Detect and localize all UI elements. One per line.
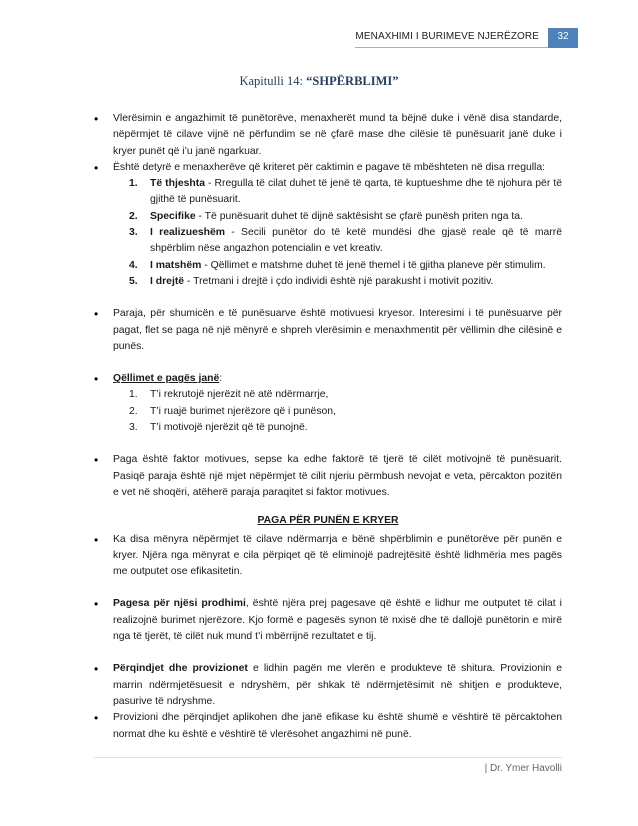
footer-divider — [94, 757, 562, 758]
goals-list — [94, 387, 562, 436]
criteria-term: Specifike — [150, 210, 196, 222]
list-item — [94, 176, 562, 209]
criteria-text: - Tretmani i drejtë i çdo individi është një parakusht i motivit pozitiv. — [184, 275, 494, 287]
spacer — [94, 290, 562, 306]
goal-text: T’i motivojë njerëzit që të punojnë. — [150, 422, 308, 434]
spacer — [94, 501, 562, 509]
paragraph-text: , është njëra prej pagesave që është e lidhur me outputet të cilat i realizojnë burimet njerëzore. Kjo formë e pagesës synon të nxisë dhe të dallojë punëtorin e mirë nga të tjerët, të cilët nuk mund t’i mbërrijnë rezultatet e tij. — [113, 598, 562, 643]
list-number: 4. — [129, 259, 138, 271]
body-content — [94, 111, 562, 743]
bullet-paragraph: • Provizioni dhe përqindjet aplikohen dhe janë efikase ku është shumë e vështirë të përcaktohen normat dhe ku është e vështirë të vlerësohet angazhimi në punë. — [94, 710, 562, 743]
bullet-paragraph: • Vlerësimin e angazhimit të punëtorëve, menaxherët mund ta bëjnë duke i vënë disa standarde, nëpërmjet të cilave vijnë në përfundim se në çfarë mase dhe cilësie të punësuarit janë duke i kryer punët që i’u janë ngarkuar. — [94, 111, 562, 160]
goal-text: T’i ruajë burimet njerëzore që i punëson, — [150, 405, 336, 417]
list-item — [94, 258, 562, 274]
goals-heading: Qëllimet e pagës janë — [113, 373, 220, 385]
list-item — [94, 387, 562, 403]
list-item — [94, 209, 562, 225]
bullet-paragraph: • Është detyrë e menaxherëve që kriteret për caktimin e pagave të mbështeten në disa rregulla: — [94, 160, 562, 176]
footer-author: | Dr. Ymer Havolli — [484, 763, 562, 774]
list-item — [94, 225, 562, 258]
list-item — [94, 420, 562, 436]
section-heading: PAGA PËR PUNËN E KRYER — [257, 515, 399, 527]
list-number: 5. — [129, 275, 138, 287]
bullet-paragraph — [94, 661, 562, 710]
criteria-term: I matshëm — [150, 259, 202, 271]
list-item — [94, 274, 562, 290]
chapter-prefix: Kapitulli 14: — [239, 74, 307, 88]
list-number: 1. — [129, 178, 138, 190]
spacer — [94, 355, 562, 371]
list-number: 3. — [129, 227, 138, 239]
criteria-term: I realizueshëm — [150, 227, 226, 239]
spacer — [94, 580, 562, 596]
running-title: MENAXHIMI I BURIMEVE NJERËZORE — [355, 28, 548, 48]
bullet-paragraph: • Ka disa mënyra nëpërmjet të cilave ndërmarrja e bënë shpërblimin e punëtorëve për punën e kryer. Njëra nga mënyrat e cila përpiqet që të eliminojë padrejtësitë është lidhmëria mes pagës me outputet ose efikasitetin. — [94, 532, 562, 581]
spacer — [94, 645, 562, 661]
criteria-list — [94, 176, 562, 290]
list-number: 1. — [129, 389, 138, 401]
running-header — [355, 28, 578, 48]
criteria-text: - Secili punëtor do të ketë mundësi dhe gjasë reale që të marrë shpërblim nëse angazhon potencialin e vet kreativ. — [150, 227, 562, 255]
list-number: 3. — [129, 422, 138, 434]
page-number: 32 — [548, 28, 578, 48]
bullet-paragraph: • Paga është faktor motivues, sepse ka edhe faktorë të tjerë të cilët motivojnë të punësuarit. Pasiqë paraja është një mjet nëpërmjet të cilit njeriu përmbush nevojat e veta, përcakton pozitën e vet në shoqëri, atëherë paraja paraqitet si faktor motivues. — [94, 452, 562, 501]
list-item — [94, 404, 562, 420]
bold-term: Pagesa për njësi prodhimi — [113, 598, 246, 610]
goal-text: T’i rekrutojë njerëzit në atë ndërmarrje, — [150, 389, 329, 401]
list-number: 2. — [129, 210, 138, 222]
list-number: 2. — [129, 405, 138, 417]
bullet-paragraph — [94, 371, 562, 387]
paragraph-text: e lidhin pagën me vlerën e produkteve të shitura. Provizionin e marrin ndërmjetësuesit e ndryshëm, për shkak të ndërmjetësimit në shitjen e produkteve, pasurive të ndryshme. — [113, 663, 562, 707]
chapter-title — [0, 74, 638, 89]
bullet-paragraph — [94, 596, 562, 645]
criteria-text: - Qëllimet e matshme duhet të jenë themel i të gjitha planeve për stimulim. — [201, 259, 546, 271]
spacer — [94, 436, 562, 452]
bullet-paragraph: • Paraja, për shumicën e të punësuarve është motivuesi kryesor. Interesimi i të punësuarve për pagat, flet se paga në një mënyrë e shpreh vlerësimin e menaxhmentit për vëllimin dhe cilësinë e punës. — [94, 306, 562, 355]
criteria-text: - Të punësuarit duhet të dijnë saktësisht se çfarë punësh priten nga ta. — [195, 210, 523, 222]
criteria-term: I drejtë — [150, 275, 185, 287]
chapter-name: “SHPËRBLIMI” — [306, 74, 399, 88]
bold-term: Përqindjet dhe provizionet — [113, 663, 248, 675]
goals-colon: : — [219, 373, 223, 385]
criteria-term: Të thjeshta — [150, 178, 205, 190]
criteria-text: - Rregulla të cilat duhet të jenë të qarta, të kuptueshme dhe të njohura për të gjithë të punësuarit. — [150, 178, 562, 206]
